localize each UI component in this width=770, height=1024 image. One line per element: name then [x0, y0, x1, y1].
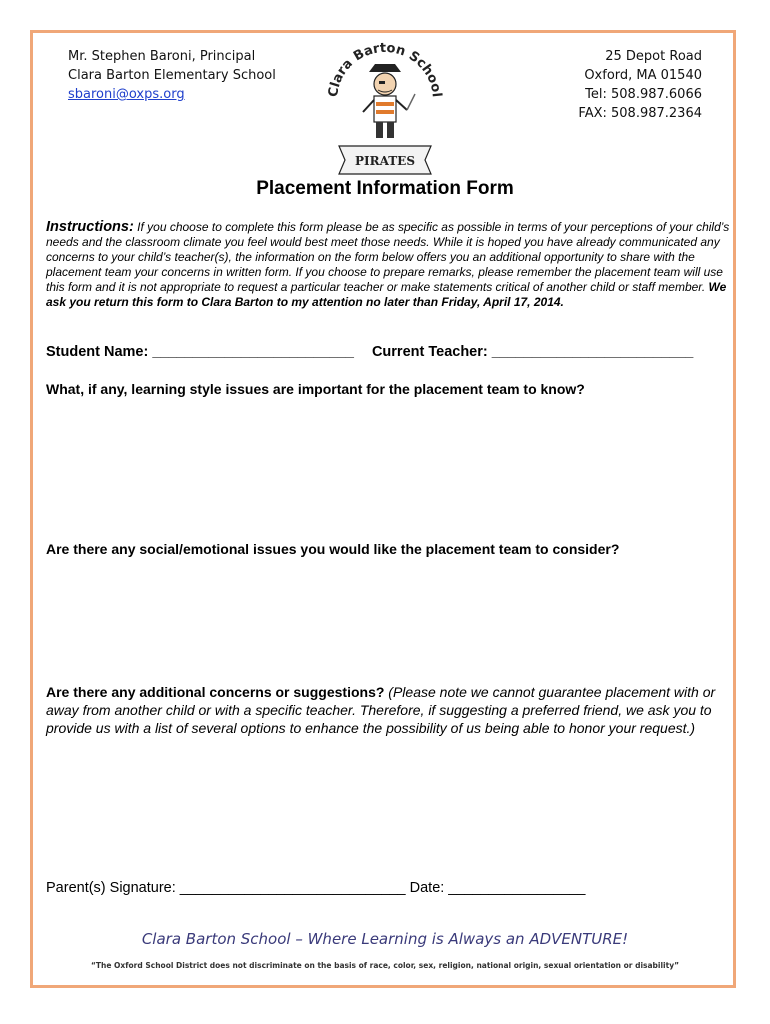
parent-signature-field[interactable]: Parent(s) Signature: ____________________________ — [46, 880, 406, 896]
school-address-block — [578, 47, 702, 123]
date-field[interactable]: Date: _________________ — [409, 880, 586, 896]
instructions-paragraph — [46, 220, 730, 310]
instructions-lead: Instructions: — [46, 219, 134, 235]
street-address: 25 Depot Road — [605, 49, 702, 64]
additional-concerns-note: (Please note we cannot guarantee placement with or away from another child or with a specific teacher. Therefore, if suggesting a preferred friend, we ask you to provide us with a list of several options to enhance the possibility of us being able to honor your request.) — [46, 684, 716, 736]
current-teacher-field[interactable]: Current Teacher: _________________________ — [371, 344, 694, 360]
email-link[interactable]: sbaroni@oxps.org — [68, 87, 185, 102]
additional-concerns-label: Are there any additional concerns or suggestions? — [46, 684, 385, 700]
school-motto: Clara Barton School – Where Learning is Always an ADVENTURE! — [141, 930, 629, 948]
instructions-body: If you choose to complete this form please be as specific as possible in terms of your perceptions of your child’s needs and the classroom climate you feel would best meet those needs. While it is hoped you have already communicated any concerns to your child’s teacher(s), the information on the form below offers you an additional opportunity to share with the placement team your concerns in written form. If you choose to prepare remarks, please remember the placement team will use this form and it is not appropriate to request a particular teacher or make statements critical of another child or staff member. — [46, 220, 730, 294]
student-name-field[interactable]: Student Name: _________________________ — [46, 344, 354, 360]
instructions-deadline: We ask you return this form to Clara Barton to my attention no later than Friday, April 17, 2014. — [46, 280, 727, 309]
social-emotional-question: Are there any social/emotional issues you would like the placement team to consider? — [46, 541, 620, 557]
principal-contact-block — [68, 47, 276, 104]
telephone: Tel: 508.987.6066 — [585, 87, 702, 102]
nondiscrimination-statement: “The Oxford School District does not discriminate on the basis of race, color, sex, religion, national origin, sexual orientation or disability” — [90, 961, 680, 970]
school-pirate-logo — [325, 38, 445, 178]
logo-arc-text: Clara Barton School — [325, 40, 444, 98]
school-name: Clara Barton Elementary School — [68, 68, 276, 83]
logo-banner-text: PIRATES — [354, 154, 416, 168]
additional-concerns-question — [46, 683, 726, 737]
principal-name: Mr. Stephen Baroni, Principal — [68, 49, 256, 64]
fax: FAX: 508.987.2364 — [578, 106, 702, 121]
signature-row — [46, 880, 585, 896]
city-state-zip: Oxford, MA 01540 — [584, 68, 702, 83]
form-title: Placement Information Form — [256, 178, 514, 199]
learning-style-question: What, if any, learning style issues are important for the placement team to know? — [46, 381, 585, 397]
name-fields-row — [46, 344, 693, 360]
